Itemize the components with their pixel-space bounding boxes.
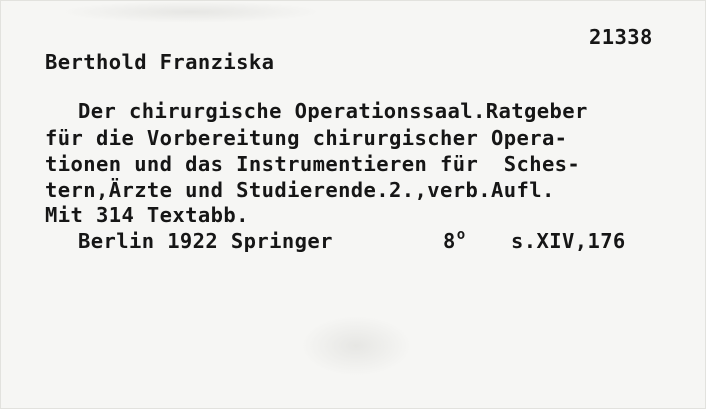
title-line: tionen und das Instrumentieren für Sches- (45, 152, 581, 176)
format-number: 8 (443, 229, 456, 253)
author-name: Berthold Franziska (45, 50, 275, 74)
title-line: Mit 314 Textabb. (45, 203, 249, 227)
call-number: 21338 (589, 25, 653, 49)
format-superscript: o (456, 227, 466, 243)
paper-smudge (301, 316, 411, 376)
book-format (443, 227, 466, 253)
paper-smudge (61, 1, 321, 23)
page-count: s.XIV,176 (511, 229, 626, 253)
title-line: tern,Ärzte und Studierende.2.,verb.Aufl. (45, 178, 555, 202)
imprint: Berlin 1922 Springer (78, 229, 333, 253)
title-line: Der chirurgische Operationssaal.Ratgeber (78, 99, 588, 123)
title-line: für die Vorbereitung chirurgischer Opera- (45, 126, 568, 150)
